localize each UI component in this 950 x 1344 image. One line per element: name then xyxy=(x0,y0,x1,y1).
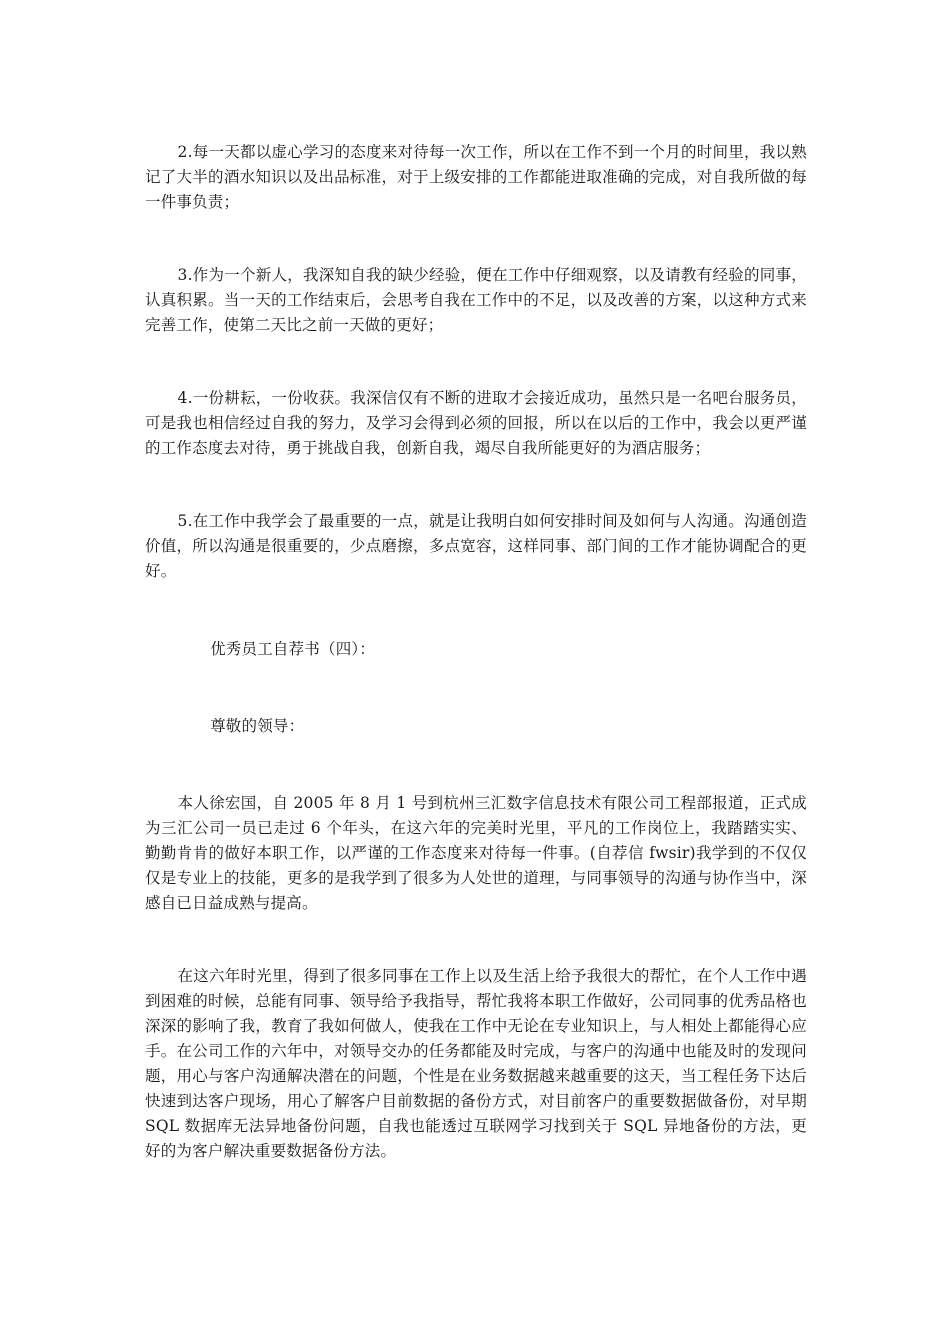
body-paragraph-2: 在这六年时光里，得到了很多同事在工作上以及生活上给予我很大的帮忙，在个人工作中遇到困难的时候，总能有同事、领导给予我指导，帮忙我将本职工作做好，公司同事的优秀品格也深深的影响了我，教育了我如何做人，使我在工作中无论在专业知识上，与人相处上都能得心应手。在公司工作的六年中，对领导交办的任务都能及时完成，与客户的沟通中也能及时的发现问题，用心与客户沟通解决潜在的问题，个性是在业务数据越来越重要的这天，当工程任务下达后快速到达客户现场，用心了解客户目前数据的备份方式，对目前客户的重要数据做备份，对早期 SQL 数据库无法异地备份问题，自我也能透过互联网学习找到关于 SQL 异地备份的方法，更好的为客户解决重要数据备份方法。 xyxy=(145,967,807,1160)
paragraph-item-4: 4.一份耕耘，一份收获。我深信仅有不断的进取才会接近成功，虽然只是一名吧台服务员，可是我也相信经过自我的努力，及学习会得到必须的回报，所以在以后的工作中，我会以更严谨的工作态度去对待，勇于挑战自我，创新自我，竭尽自我所能更好的为酒店服务； xyxy=(145,389,807,457)
paragraph-item-5: 5.在工作中我学会了最重要的一点，就是让我明白如何安排时间及如何与人沟通。沟通创造价值，所以沟通是很重要的，少点磨擦，多点宽容，这样同事、部门间的工作才能协调配合的更好。 xyxy=(145,512,807,580)
section-title: 优秀员工自荐书（四）： xyxy=(210,640,376,658)
paragraph-item-2: 2.每一天都以虚心学习的态度来对待每一次工作，所以在工作不到一个月的时间里，我以熟记了大半的酒水知识以及出品标准，对于上级安排的工作都能进取准确的完成，对自我所做的每一件事负责； xyxy=(145,143,807,211)
salutation: 尊敬的领导： xyxy=(210,717,305,735)
document-content xyxy=(145,140,807,1164)
paragraph-item-3: 3.作为一个新人，我深知自我的缺少经验，便在工作中仔细观察，以及请教有经验的同事，认真积累。当一天的工作结束后，会思考自我在工作中的不足，以及改善的方案，以这种方式来完善工作，使第二天比之前一天做的更好； xyxy=(145,266,807,334)
body-paragraph-1: 本人徐宏国，自 2005 年 8 月 1 号到杭州三汇数字信息技术有限公司工程部报道，正式成为三汇公司一员已走过 6 个年头，在这六年的完美时光里，平凡的工作岗位上，我踏踏实实、勤勤肯肯的做好本职工作，以严谨的工作态度来对待每一件事。(自荐信 fwsir)我学到的不仅仅仅是专业上的技能，更多的是我学到了很多为人处世的道理，与同事领导的沟通与协作当中，深感自已日益成熟与提高。 xyxy=(145,794,807,912)
